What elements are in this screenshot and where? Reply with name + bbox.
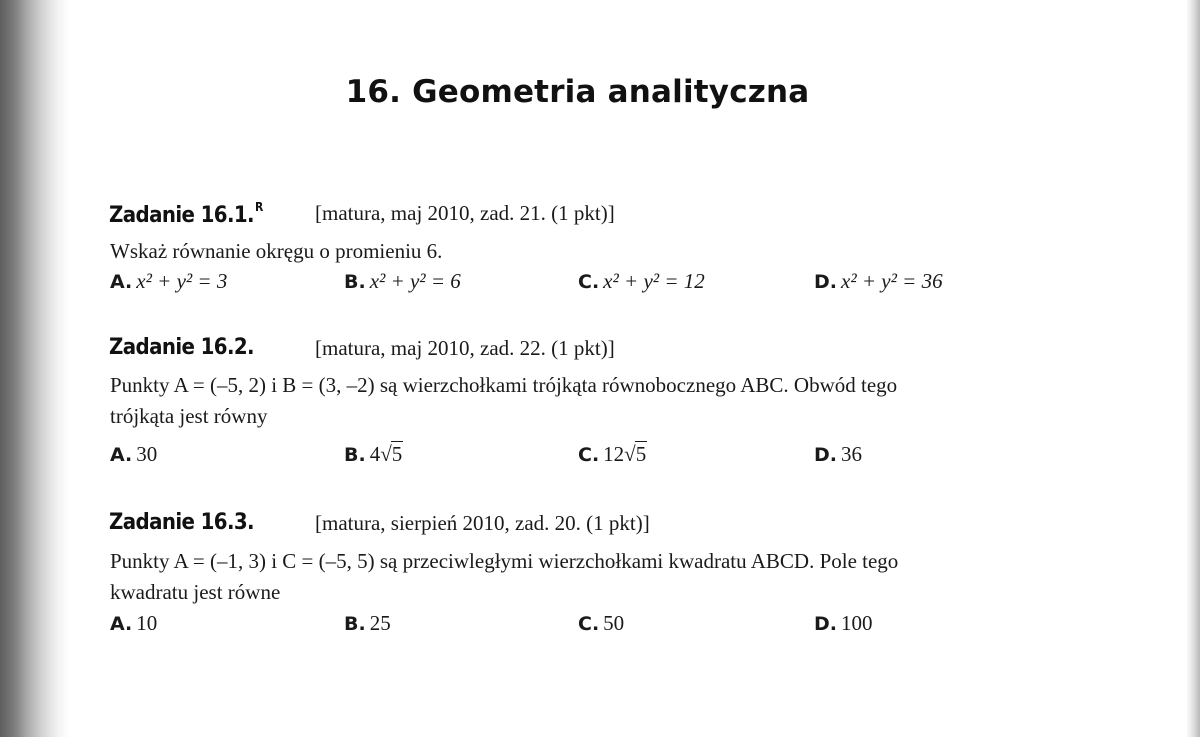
page-title: 16. Geometria analityczna xyxy=(345,74,810,110)
answer-value: 25 xyxy=(369,611,391,635)
answer-letter: B. xyxy=(344,271,366,293)
answer-a xyxy=(110,442,157,467)
answer-value: x² + y² = 3 xyxy=(136,269,228,293)
task-label: Zadanie 16.1.$^R$ xyxy=(109,200,263,228)
page-binding-shadow xyxy=(0,0,70,737)
answer-c xyxy=(578,269,705,294)
answer-value: x² + y² = 36 xyxy=(841,269,943,293)
answer-letter: A. xyxy=(110,444,133,466)
answer-d xyxy=(814,269,943,294)
task-source: [matura, sierpień 2010, zad. 20. (1 pkt)] xyxy=(315,511,650,535)
answer-row xyxy=(110,611,1010,639)
task-mark: R xyxy=(254,200,263,214)
answer-letter: A. xyxy=(110,271,133,293)
answer-letter: C. xyxy=(578,613,600,635)
task-label: Zadanie 16.3. xyxy=(109,510,254,535)
answer-value: 4 xyxy=(369,442,381,466)
task-label: Zadanie 16.2. xyxy=(109,335,254,360)
answer-letter: C. xyxy=(578,271,600,293)
answer-value: x² + y² = 12 xyxy=(603,269,705,293)
answer-value: 50 xyxy=(603,611,625,635)
answer-a xyxy=(110,269,227,294)
task-question-line-2: trójkąta jest równy xyxy=(110,404,268,428)
answer-letter: D. xyxy=(814,444,837,466)
answer-c xyxy=(578,442,647,467)
answer-d xyxy=(814,611,873,636)
task-question-line-1: Punkty A = (–1, 3) i C = (–5, 5) są przeciwległymi wierzchołkami kwadratu ABCD. Pole tego xyxy=(110,549,899,573)
answer-value: 36 xyxy=(841,442,862,466)
answer-value: 100 xyxy=(841,611,873,635)
answer-letter: D. xyxy=(814,613,837,635)
answer-letter: D. xyxy=(814,271,837,293)
answer-letter: C. xyxy=(578,444,600,466)
task-question-line-2: kwadratu jest równe xyxy=(110,580,281,604)
answer-letter: B. xyxy=(344,613,366,635)
answer-value: x² + y² = 6 xyxy=(369,269,461,293)
answer-row xyxy=(110,442,1010,470)
answer-row xyxy=(110,269,1010,297)
answer-letter: B. xyxy=(344,444,366,466)
task-question-line-1: Punkty A = (–5, 2) i B = (3, –2) są wierzchołkami trójkąta równobocznego ABC. Obwód tego xyxy=(110,373,898,397)
answer-letter: A. xyxy=(110,613,133,635)
task-question: Wskaż równanie okręgu o promieniu 6. xyxy=(110,239,443,263)
answer-c xyxy=(578,611,624,636)
answer-value: 12 xyxy=(603,442,625,466)
answer-d xyxy=(814,442,862,467)
answer-b xyxy=(344,611,391,636)
radicand: 5 xyxy=(391,442,403,466)
answer-b xyxy=(344,442,403,467)
task-source: [matura, maj 2010, zad. 21. (1 pkt)] xyxy=(315,201,615,225)
square-root: √5 xyxy=(380,442,403,466)
task-source: [matura, maj 2010, zad. 22. (1 pkt)] xyxy=(315,336,615,360)
square-root: √5 xyxy=(624,442,647,466)
answer-a xyxy=(110,611,157,636)
answer-value: 30 xyxy=(136,442,158,466)
page-edge-shadow xyxy=(1186,0,1200,737)
radicand: 5 xyxy=(635,442,647,466)
answer-b xyxy=(344,269,461,294)
answer-value: 10 xyxy=(136,611,158,635)
